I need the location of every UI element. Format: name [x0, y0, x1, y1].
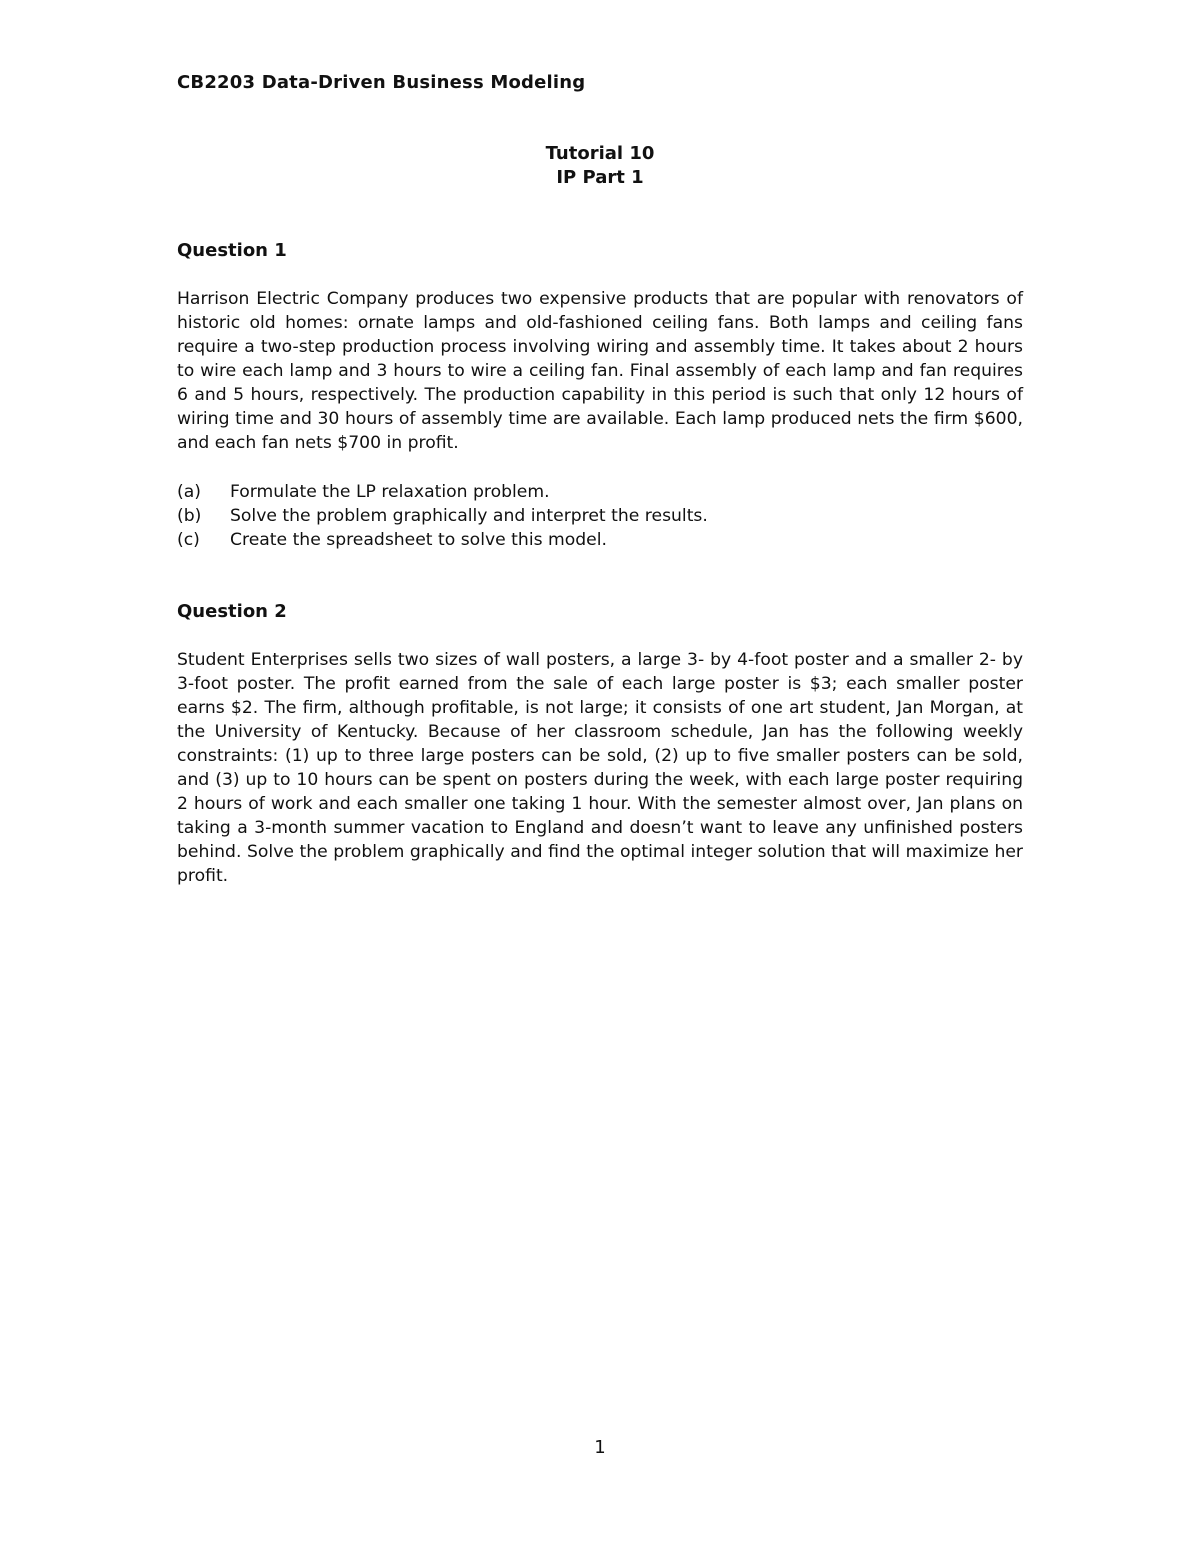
question-1-body: Harrison Electric Company produces two expensive products that are popular with renovators of historic old homes: ornate lamps and old-fashioned ceiling fans. Both lamps and ceiling fans require a two-step production process involving wiring and assembly time. It takes about 2 hours to wire each lamp and 3 hours to wire a ceiling fan. Final assembly of each lamp and fan requires 6 and 5 hours, respectively. The production capability in this period is such that only 12 hours of wiring time and 30 hours of assembly time are available. Each lamp produced nets the firm $600, and each fan nets $700 in profit.	[177, 289, 1023, 453]
tutorial-subtitle: IP Part 1	[556, 167, 644, 188]
part-label: (c)	[177, 530, 200, 550]
question-2-heading: Question 2	[177, 601, 287, 622]
question-1-parts-list	[177, 480, 1023, 552]
question-2-body: Student Enterprises sells two sizes of wall posters, a large 3- by 4-foot poster and a smaller 2- by 3-foot poster. The profit earned from the sale of each large poster is $3; each smaller poster earns $2. The firm, although profitable, is not large; it consists of one art student, Jan Morgan, at the University of Kentucky. Because of her classroom schedule, Jan has the following weekly constraints: (1) up to three large posters can be sold, (2) up to five smaller posters can be sold, and (3) up to 10 hours can be spent on posters during the week, with each large poster requiring 2 hours of work and each smaller one taking 1 hour. With the semester almost over, Jan plans on taking a 3-month summer vacation to England and doesn’t want to leave any unfinished posters behind. Solve the problem graphically and find the optimal integer solution that will maximize her profit.	[177, 650, 1023, 886]
part-label: (a)	[177, 482, 201, 502]
tutorial-title: Tutorial 10	[545, 143, 655, 164]
part-text: Create the spreadsheet to solve this model.	[230, 530, 607, 550]
part-text: Formulate the LP relaxation problem.	[230, 482, 550, 502]
question-1-part-a	[177, 480, 1023, 504]
page-number: 1	[594, 1437, 606, 1458]
question-1-part-b	[177, 504, 1023, 528]
part-text: Solve the problem graphically and interpret the results.	[230, 506, 708, 526]
part-label: (b)	[177, 506, 202, 526]
course-title: CB2203 Data-Driven Business Modeling	[177, 72, 586, 93]
question-1-part-c	[177, 528, 1023, 552]
question-1-heading: Question 1	[177, 240, 287, 261]
